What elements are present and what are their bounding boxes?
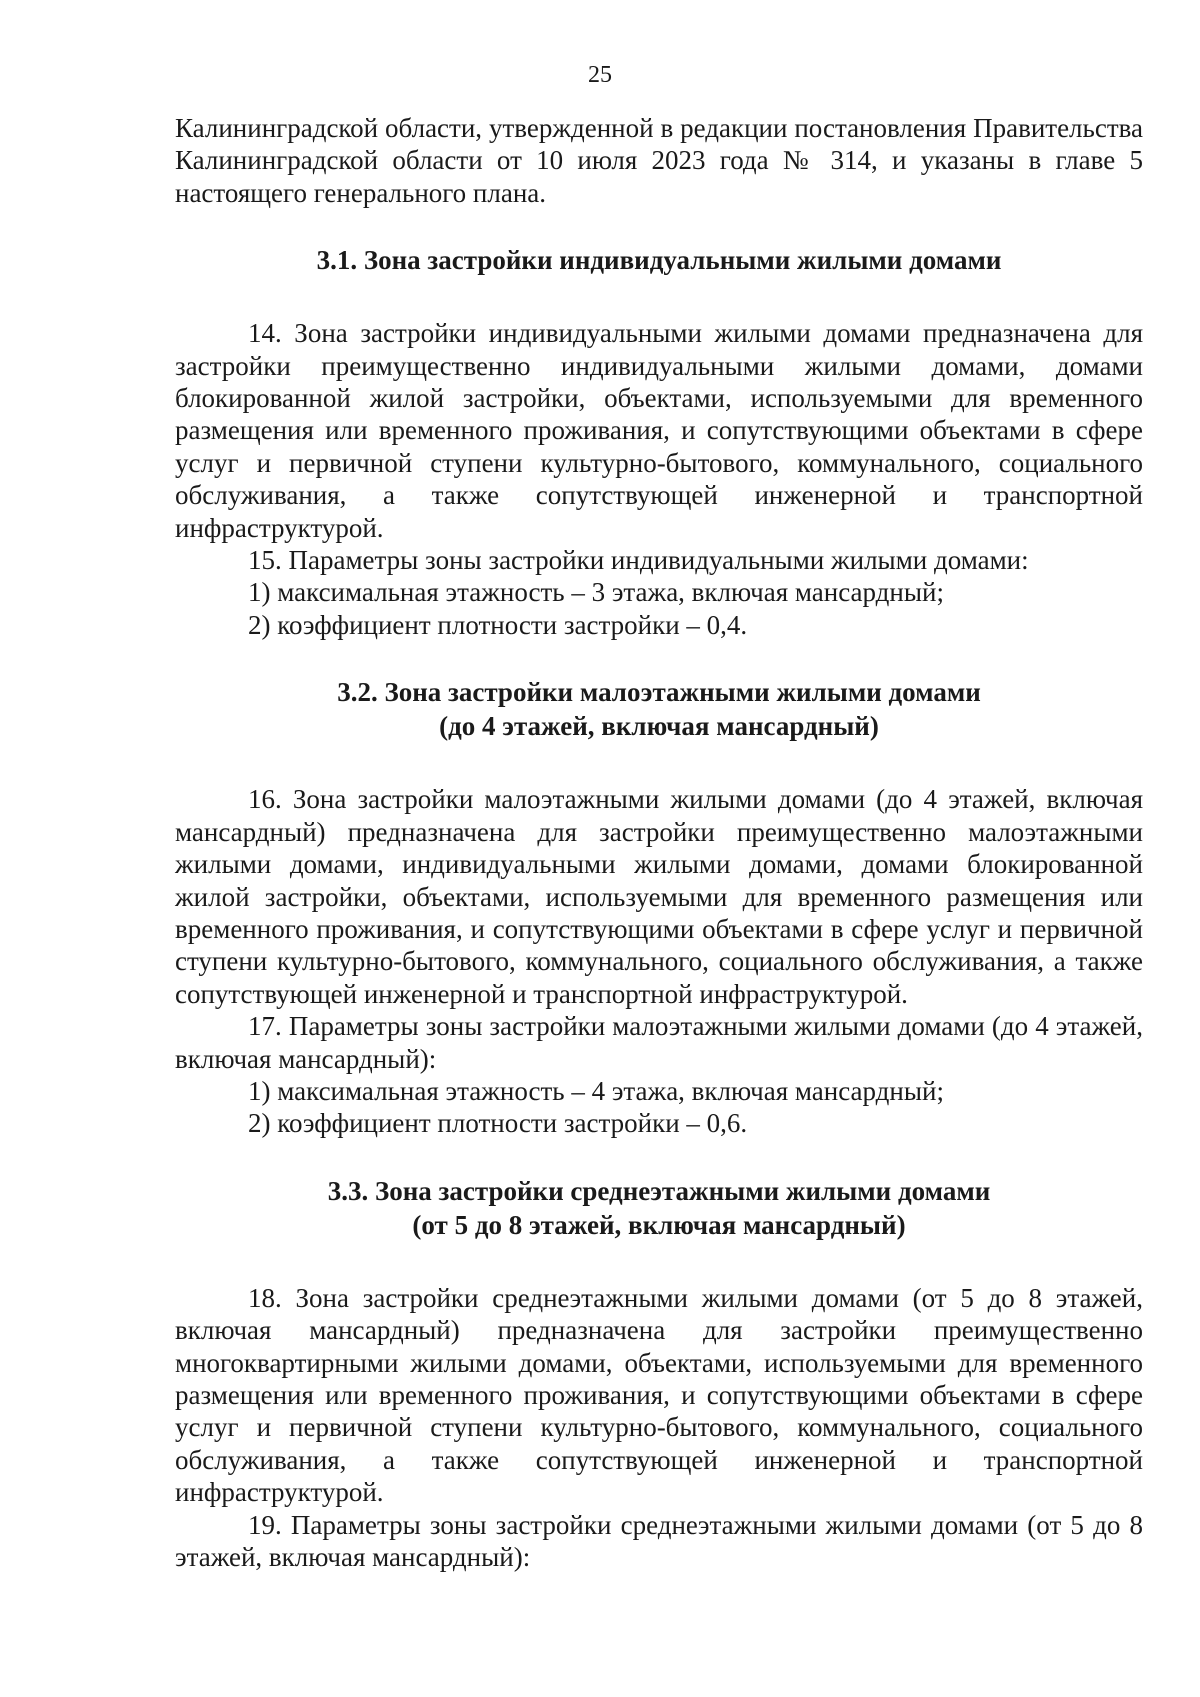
paragraph-17: 17. Параметры зоны застройки малоэтажными жилыми домами (до 4 этажей, включая мансардный): xyxy=(175,1011,1143,1074)
page-number: 25 xyxy=(588,62,612,88)
intro-paragraph: Калининградской области, утвержденной в редакции постановления Правительства Калининградской области от 10 июля 2023 года № 314, и указаны в главе 5 настоящего генерального плана. xyxy=(175,113,1143,208)
section-title xyxy=(175,1174,1143,1242)
list-item: 2) коэффициент плотности застройки – 0,4. xyxy=(248,609,748,640)
section-3-1 xyxy=(175,243,1143,641)
section-title-line: 3.3. Зона застройки среднеэтажными жилыми домами xyxy=(327,1175,991,1206)
section-title xyxy=(175,675,1143,743)
section-subtitle: (до 4 этажей, включая мансардный) xyxy=(439,711,879,742)
list-item: 2) коэффициент плотности застройки – 0,6. xyxy=(248,1108,748,1139)
list-item: 1) максимальная этажность – 3 этажа, включая мансардный; xyxy=(248,577,944,608)
paragraph-15: 15. Параметры зоны застройки индивидуальными жилыми домами: xyxy=(248,545,1029,576)
paragraph-14: 14. Зона застройки индивидуальными жилыми домами предназначена для застройки преимущественно индивидуальными жилыми домами, домами блокированной жилой застройки, объектами, используемыми для временного размещения или временного проживания, и сопутствующими объектами в сфере услуг и первичной ступени культурно-бытового, коммунального, социального обслуживания, а также сопутствующей инженерной и транспортной инфраструктурой. xyxy=(175,318,1143,543)
paragraph-19: 19. Параметры зоны застройки среднеэтажными жилыми домами (от 5 до 8 этажей, включая мансардный): xyxy=(175,1509,1143,1572)
section-title-line: 3.2. Зона застройки малоэтажными жилыми домами xyxy=(337,677,981,708)
page-content xyxy=(175,112,1143,1573)
section-3-3 xyxy=(175,1174,1143,1574)
section-subtitle: (от 5 до 8 этажей, включая мансардный) xyxy=(412,1209,906,1240)
section-3-2 xyxy=(175,675,1143,1139)
paragraph-16: 16. Зона застройки малоэтажными жилыми домами (до 4 этажей, включая мансардный) предназначена для застройки преимущественно малоэтажными жилыми домами, индивидуальными жилыми домами, домами блокированной жилой застройки, объектами, используемыми для временного размещения или временного проживания, и сопутствующими объектами в сфере услуг и первичной ступени культурно-бытового, коммунального, социального обслуживания, а также сопутствующей инженерной и транспортной инфраструктурой. xyxy=(175,784,1143,1009)
section-title: 3.1. Зона застройки индивидуальными жилыми домами xyxy=(316,245,1002,276)
paragraph-18: 18. Зона застройки среднеэтажными жилыми домами (от 5 до 8 этажей, включая мансардный) предназначена для застройки преимущественно многоквартирными жилыми домами, объектами, используемыми для временного размещения или временного проживания, и сопутствующими объектами в сфере услуг и первичной ступени культурно-бытового, коммунального, социального обслуживания, а также сопутствующей инженерной и транспортной инфраструктурой. xyxy=(175,1282,1143,1508)
list-item: 1) максимальная этажность – 4 этажа, включая мансардный; xyxy=(248,1075,944,1106)
